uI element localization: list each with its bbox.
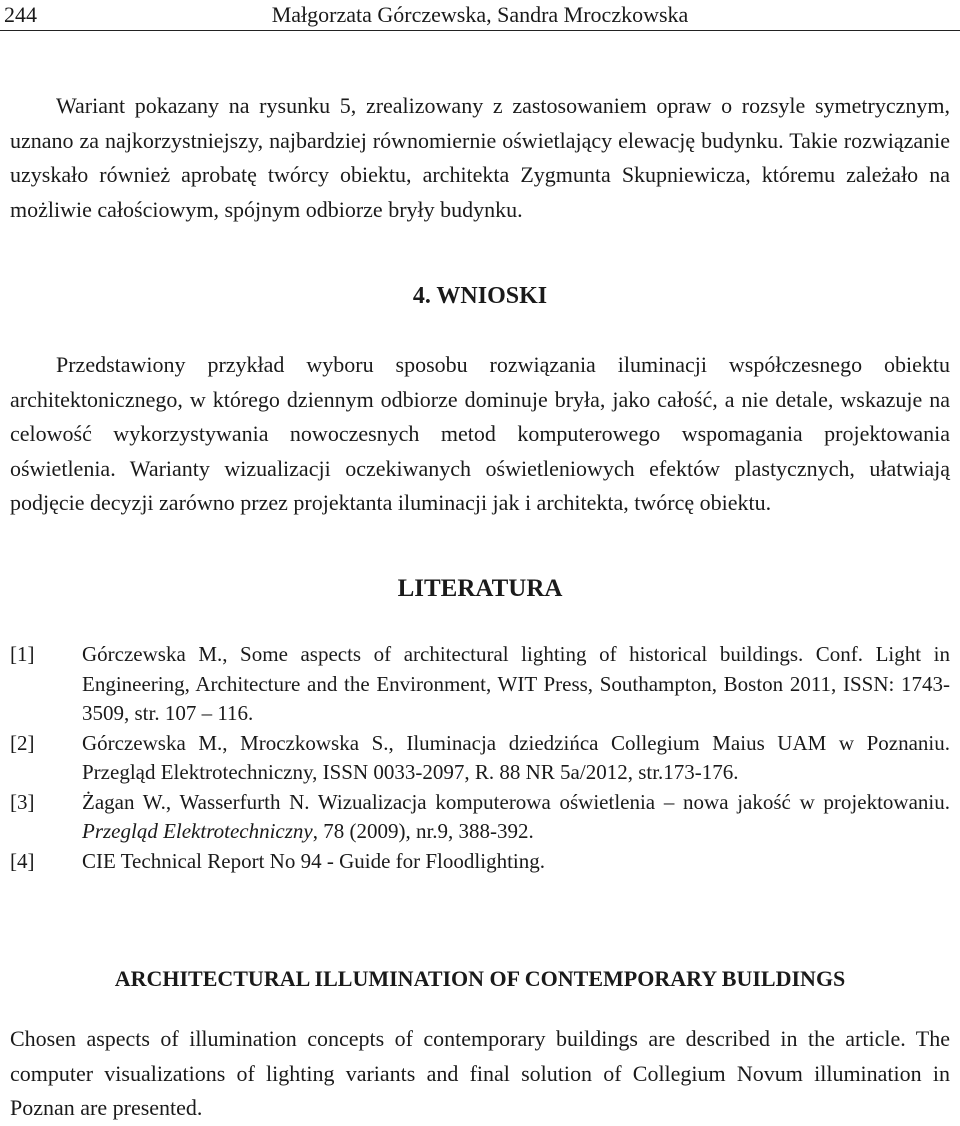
english-abstract: Chosen aspects of illumination concepts of contemporary buildings are described in the article. The computer visualizations of lighting variants and final solution of Collegium Novum illumination in Poznan are presented. [10, 1026, 950, 1120]
reference-number: [3] [10, 789, 35, 814]
body-paragraph-1 [10, 89, 950, 227]
reference-text: Górczewska M., Mroczkowska S., Iluminacja dziedzińca Collegium Maius UAM w Poznaniu. Przegląd Elektrotechniczny, ISSN 0033-2097, R. 88 NR 5a/2012, str.173-176. [82, 730, 950, 784]
reference-text: CIE Technical Report No 94 - Guide for Floodlighting. [82, 848, 545, 873]
section-heading-conclusions: 4. WNIOSKI [412, 283, 548, 309]
reference-item-4 [10, 847, 950, 877]
reference-text-part: , 78 (2009), nr.9, 388-392. [312, 819, 534, 843]
reference-text [82, 788, 950, 847]
reference-number: [2] [10, 730, 35, 755]
reference-journal-title: Przegląd Elektrotechniczny [82, 819, 313, 843]
body-paragraph-2 [10, 348, 950, 521]
reference-number: [4] [10, 848, 35, 873]
body-paragraph-2-text: Przedstawiony przykład wyboru sposobu rozwiązania iluminacji współczesnego obiektu architektonicznego, w którego dziennym odbiorze dominuje bryła, jako całość, a nie detale, wskazuje na celowość wykorzystywania nowoczesnych metod komputerowego wspomagania projektowania oświetlenia. Warianty wizualizacji oczekiwanych oświetleniowych efektów plastycznych, ułatwiają podjęcie decyzji zarówno przez projektanta iluminacji jak i architekta, twórcę obiektu. [10, 352, 950, 515]
reference-item-2 [10, 729, 950, 788]
section-heading-literature: LITERATURA [397, 575, 563, 602]
header-authors: Małgorzata Górczewska, Sandra Mroczkowska [271, 2, 689, 27]
english-title: ARCHITECTURAL ILLUMINATION OF CONTEMPORARY BUILDINGS [114, 966, 846, 991]
reference-text-part: Żagan W., Wasserfurth N. Wizualizacja komputerowa oświetlenia – nowa jakość w projektowaniu. [82, 789, 950, 814]
reference-text: Górczewska M., Some aspects of architectural lighting of historical buildings. Conf. Light in Engineering, Architecture and the Environment, WIT Press, Southampton, Boston 2011, ISSN: 1743-3509, str. 107 – 116. [82, 642, 950, 725]
reference-item-3 [10, 788, 950, 847]
running-header [0, 0, 960, 31]
reference-list [10, 640, 950, 876]
body-paragraph-1-text: Wariant pokazany na rysunku 5, zrealizowany z zastosowaniem opraw o rozsyle symetrycznym, uznano za najkorzystniejszy, najbardziej równomiernie oświetlający elewację budynku. Takie rozwiązanie uzyskało również aprobatę twórcy obiektu, architekta Zygmunta Skupniewicza, któremu zależało na możliwie całościowym, spójnym odbiorze bryły budynku. [10, 93, 950, 222]
page-number: 244 [4, 2, 37, 27]
reference-number: [1] [10, 642, 35, 666]
reference-item-1 [10, 640, 950, 729]
